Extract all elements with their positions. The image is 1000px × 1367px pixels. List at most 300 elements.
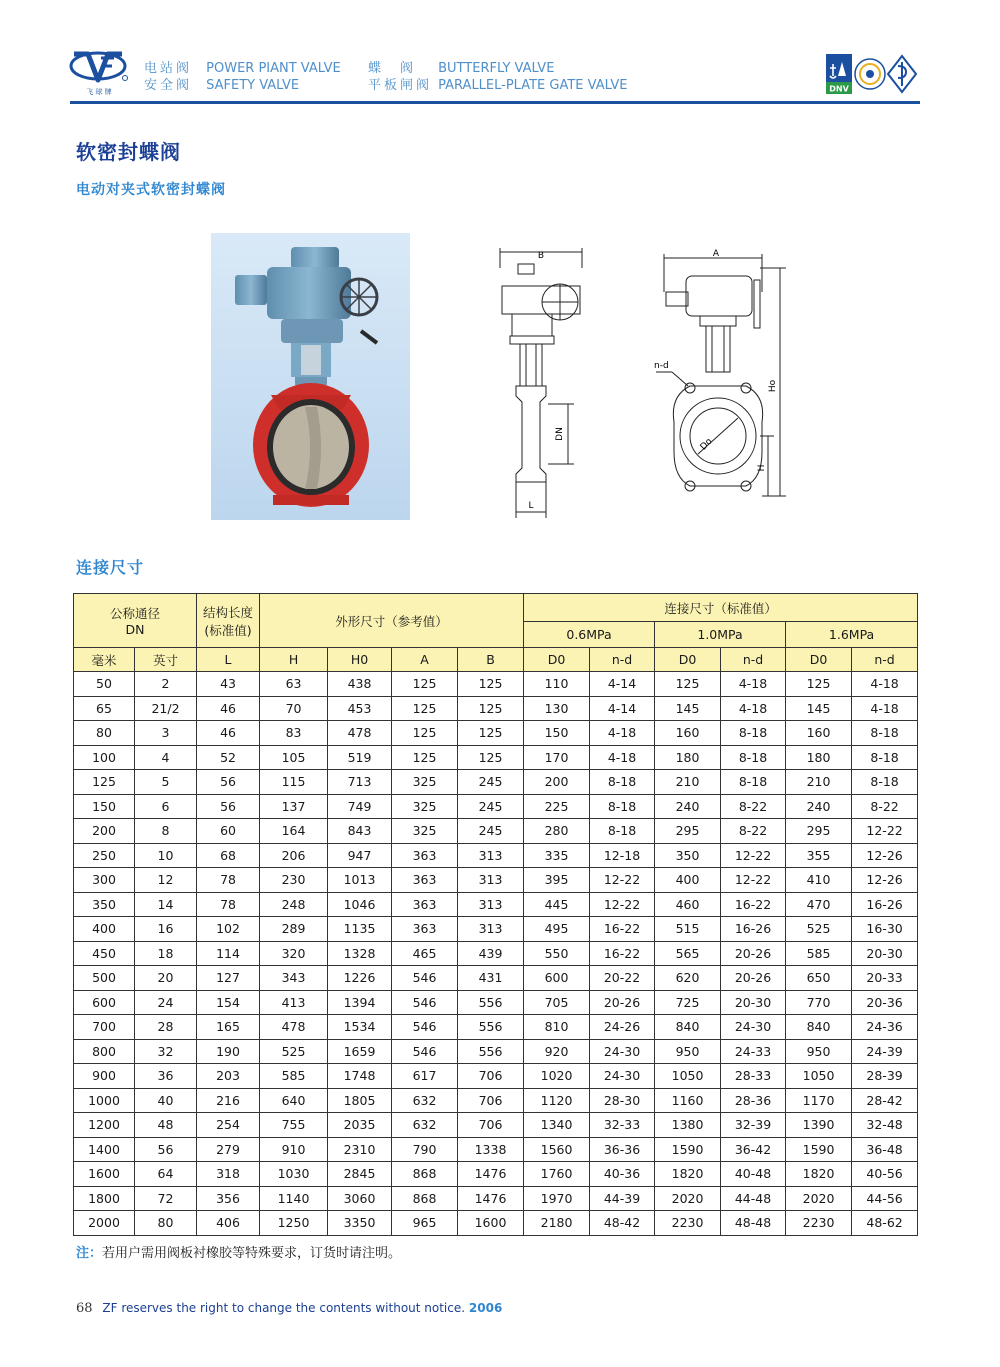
table-cell: 279 — [197, 1137, 260, 1162]
table-cell: 363 — [392, 892, 458, 917]
table-cell: 1970 — [524, 1186, 590, 1211]
dim-label-a: A — [712, 249, 720, 259]
table-cell: 4-18 — [852, 672, 918, 697]
table-cell: 8-18 — [852, 745, 918, 770]
table-cell: 2180 — [524, 1211, 590, 1236]
product-cn: 蝶 阀 — [368, 61, 417, 76]
dim-label-ho: Ho — [768, 379, 778, 393]
table-subheader-row — [74, 648, 918, 672]
table-cell: 350 — [74, 892, 135, 917]
table-cell: 125 — [392, 696, 458, 721]
dim-label-l: L — [528, 501, 534, 511]
table-cell: 1140 — [260, 1186, 328, 1211]
table-cell: 32-39 — [721, 1113, 786, 1138]
table-cell: 63 — [260, 672, 328, 697]
table-cell: 78 — [197, 892, 260, 917]
table-cell: 250 — [74, 843, 135, 868]
table-cell: 1476 — [458, 1162, 524, 1187]
table-row — [74, 819, 918, 844]
table-cell: 48-42 — [590, 1211, 655, 1236]
dim-label-nd: n-d — [654, 361, 669, 371]
table-cell: 617 — [392, 1064, 458, 1089]
table-cell: 125 — [458, 721, 524, 746]
table-cell: 1226 — [328, 966, 392, 991]
table-cell: 556 — [458, 1039, 524, 1064]
subheader-cell: 英寸 — [135, 648, 197, 672]
table-cell: 24-30 — [721, 1015, 786, 1040]
table-cell: 8-22 — [721, 794, 786, 819]
table-cell: 200 — [524, 770, 590, 795]
table-cell: 80 — [74, 721, 135, 746]
table-cell: 240 — [786, 794, 852, 819]
table-cell: 406 — [197, 1211, 260, 1236]
table-cell: 770 — [786, 990, 852, 1015]
table-cell: 439 — [458, 941, 524, 966]
table-cell: 24-36 — [852, 1015, 918, 1040]
table-row — [74, 672, 918, 697]
table-cell: 600 — [524, 966, 590, 991]
table-cell: 20-30 — [852, 941, 918, 966]
table-cell: 24-33 — [721, 1039, 786, 1064]
table-cell: 1200 — [74, 1113, 135, 1138]
table-cell: 200 — [74, 819, 135, 844]
table-row — [74, 990, 918, 1015]
table-cell: 868 — [392, 1186, 458, 1211]
table-cell: 150 — [524, 721, 590, 746]
table-cell: 438 — [328, 672, 392, 697]
brand-logo — [68, 44, 130, 96]
table-cell: 28-30 — [590, 1088, 655, 1113]
table-cell: 1659 — [328, 1039, 392, 1064]
table-cell: 16-22 — [590, 917, 655, 942]
table-cell: 1338 — [458, 1137, 524, 1162]
table-cell: 1560 — [524, 1137, 590, 1162]
table-cell: 32 — [135, 1039, 197, 1064]
table-cell: 110 — [524, 672, 590, 697]
api-cert-icon — [888, 56, 916, 92]
table-cell: 44-48 — [721, 1186, 786, 1211]
table-cell: 1160 — [655, 1088, 721, 1113]
table-cell: 125 — [392, 721, 458, 746]
table-cell: 706 — [458, 1113, 524, 1138]
table-cell: 160 — [655, 721, 721, 746]
header-product-line — [368, 77, 628, 94]
table-cell: 32-48 — [852, 1113, 918, 1138]
table-cell: 36-36 — [590, 1137, 655, 1162]
subheader-cell: D0 — [786, 648, 852, 672]
table-cell: 1400 — [74, 1137, 135, 1162]
table-cell: 868 — [392, 1162, 458, 1187]
table-cell: 20-22 — [590, 966, 655, 991]
table-cell: 245 — [458, 819, 524, 844]
table-cell: 8 — [135, 819, 197, 844]
table-cell: 650 — [786, 966, 852, 991]
table-cell: 72 — [135, 1186, 197, 1211]
table-cell: 295 — [655, 819, 721, 844]
table-cell: 65 — [74, 696, 135, 721]
table-cell: 125 — [74, 770, 135, 795]
table-cell: 48 — [135, 1113, 197, 1138]
table-row — [74, 1211, 918, 1236]
table-cell: 431 — [458, 966, 524, 991]
table-cell: 6 — [135, 794, 197, 819]
table-cell: 500 — [74, 966, 135, 991]
table-cell: 12-26 — [852, 843, 918, 868]
table-cell: 4-18 — [721, 696, 786, 721]
subheader-cell: B — [458, 648, 524, 672]
table-cell: 28-33 — [721, 1064, 786, 1089]
table-cell: 130 — [524, 696, 590, 721]
table-cell: 230 — [260, 868, 328, 893]
table-cell: 640 — [260, 1088, 328, 1113]
table-cell: 12-22 — [852, 819, 918, 844]
table-cell: 2230 — [655, 1211, 721, 1236]
table-cell: 525 — [786, 917, 852, 942]
table-cell: 102 — [197, 917, 260, 942]
subheader-cell: H — [260, 648, 328, 672]
table-cell: 900 — [74, 1064, 135, 1089]
table-cell: 8-18 — [590, 794, 655, 819]
table-cell: 8-22 — [852, 794, 918, 819]
table-cell: 356 — [197, 1186, 260, 1211]
table-cell: 203 — [197, 1064, 260, 1089]
table-cell: 478 — [328, 721, 392, 746]
table-cell: 840 — [655, 1015, 721, 1040]
table-cell: 1340 — [524, 1113, 590, 1138]
table-cell: 16-22 — [721, 892, 786, 917]
table-cell: 28 — [135, 1015, 197, 1040]
subheader-cell: n-d — [721, 648, 786, 672]
table-cell: 16-22 — [590, 941, 655, 966]
table-row — [74, 1039, 918, 1064]
table-cell: 170 — [524, 745, 590, 770]
table-cell: 1390 — [786, 1113, 852, 1138]
table-cell: 12-22 — [590, 892, 655, 917]
product-photo — [211, 233, 410, 520]
table-cell: 180 — [655, 745, 721, 770]
table-cell: 1590 — [786, 1137, 852, 1162]
table-cell: 8-18 — [590, 770, 655, 795]
table-cell: 556 — [458, 990, 524, 1015]
table-cell: 1600 — [458, 1211, 524, 1236]
table-cell: 16-26 — [721, 917, 786, 942]
table-cell: 36-42 — [721, 1137, 786, 1162]
table-cell: 40-36 — [590, 1162, 655, 1187]
table-cell: 60 — [197, 819, 260, 844]
table-cell: 413 — [260, 990, 328, 1015]
table-cell: 125 — [392, 672, 458, 697]
table-cell: 445 — [524, 892, 590, 917]
page-title: 软密封蝶阀 — [76, 140, 181, 164]
table-cell: 2035 — [328, 1113, 392, 1138]
table-cell: 965 — [392, 1211, 458, 1236]
table-cell: 125 — [392, 745, 458, 770]
table-row — [74, 1137, 918, 1162]
header-product-line — [144, 60, 341, 77]
page-footer — [76, 1301, 502, 1316]
table-cell: 950 — [786, 1039, 852, 1064]
header-products-col2 — [368, 60, 628, 94]
table-row — [74, 843, 918, 868]
table-cell: 465 — [392, 941, 458, 966]
table-cell: 56 — [197, 794, 260, 819]
table-cell: 40-56 — [852, 1162, 918, 1187]
table-cell: 2845 — [328, 1162, 392, 1187]
table-cell: 14 — [135, 892, 197, 917]
table-cell: 546 — [392, 990, 458, 1015]
table-cell: 632 — [392, 1113, 458, 1138]
table-cell: 600 — [74, 990, 135, 1015]
table-cell: 20-26 — [590, 990, 655, 1015]
table-row — [74, 868, 918, 893]
product-cn: 电站阀 — [144, 61, 193, 76]
table-cell: 300 — [74, 868, 135, 893]
table-cell: 28-42 — [852, 1088, 918, 1113]
table-cell: 4-18 — [590, 745, 655, 770]
table-cell: 313 — [458, 892, 524, 917]
table-cell: 313 — [458, 843, 524, 868]
table-cell: 28-36 — [721, 1088, 786, 1113]
table-cell: 78 — [197, 868, 260, 893]
table-cell: 910 — [260, 1137, 328, 1162]
table-cell: 1030 — [260, 1162, 328, 1187]
header-outline: 外形尺寸（参考值） — [260, 594, 524, 648]
table-cell: 10 — [135, 843, 197, 868]
table-row — [74, 1186, 918, 1211]
table-cell: 43 — [197, 672, 260, 697]
table-cell: 325 — [392, 770, 458, 795]
table-cell: 40 — [135, 1088, 197, 1113]
table-cell: 725 — [655, 990, 721, 1015]
product-en: POWER PIANT VALVE — [206, 61, 341, 76]
header-pressure: 1.6MPa — [786, 622, 918, 648]
brand-name: 飞 球 牌 — [86, 88, 112, 96]
table-cell: 125 — [458, 745, 524, 770]
table-cell: 1800 — [74, 1186, 135, 1211]
table-row — [74, 1088, 918, 1113]
table-cell: 546 — [392, 1015, 458, 1040]
subheader-cell: n-d — [852, 648, 918, 672]
table-cell: 48-48 — [721, 1211, 786, 1236]
table-cell: 450 — [74, 941, 135, 966]
table-cell: 16-26 — [852, 892, 918, 917]
table-cell: 254 — [197, 1113, 260, 1138]
product-en: BUTTERFLY VALVE — [438, 61, 555, 76]
table-cell: 295 — [786, 819, 852, 844]
note-text: 若用户需用阀板衬橡胶等特殊要求，订货时请注明。 — [102, 1246, 402, 1261]
table-cell: 556 — [458, 1015, 524, 1040]
table-cell: 1534 — [328, 1015, 392, 1040]
table-cell: 20-36 — [852, 990, 918, 1015]
header-product-line — [368, 60, 628, 77]
table-cell: 325 — [392, 794, 458, 819]
table-cell: 12-22 — [721, 843, 786, 868]
table-cell: 585 — [260, 1064, 328, 1089]
table-cell: 46 — [197, 721, 260, 746]
table-cell: 1748 — [328, 1064, 392, 1089]
table-cell: 28-39 — [852, 1064, 918, 1089]
table-cell: 355 — [786, 843, 852, 868]
table-cell: 2020 — [786, 1186, 852, 1211]
table-cell: 400 — [74, 917, 135, 942]
table-row — [74, 721, 918, 746]
footer-year: 2006 — [468, 1301, 503, 1315]
table-cell: 24-39 — [852, 1039, 918, 1064]
table-cell: 395 — [524, 868, 590, 893]
table-cell: 620 — [655, 966, 721, 991]
table-cell: 2310 — [328, 1137, 392, 1162]
table-row — [74, 1064, 918, 1089]
subheader-cell: D0 — [655, 648, 721, 672]
table-cell: 1050 — [786, 1064, 852, 1089]
table-cell: 16 — [135, 917, 197, 942]
header-nominal: 公称通径 DN — [74, 594, 197, 648]
dim-label-do: Do — [698, 436, 715, 453]
table-row — [74, 1162, 918, 1187]
table-cell: 52 — [197, 745, 260, 770]
table-cell: 810 — [524, 1015, 590, 1040]
table-cell: 1820 — [786, 1162, 852, 1187]
table-cell: 125 — [458, 672, 524, 697]
table-cell: 8-18 — [852, 770, 918, 795]
table-cell: 453 — [328, 696, 392, 721]
table-cell: 410 — [786, 868, 852, 893]
table-cell: 137 — [260, 794, 328, 819]
table-cell: 20 — [135, 966, 197, 991]
note-label: 注： — [76, 1246, 103, 1261]
seal-cert-icon — [855, 59, 885, 89]
table-cell: 245 — [458, 794, 524, 819]
table-cell: 2000 — [74, 1211, 135, 1236]
table-cell: 460 — [655, 892, 721, 917]
front-view-drawing — [650, 246, 790, 511]
table-row — [74, 696, 918, 721]
table-row — [74, 966, 918, 991]
table-cell: 125 — [655, 672, 721, 697]
dim-label-h: H — [757, 464, 767, 472]
table-cell: 24-30 — [590, 1039, 655, 1064]
table-cell: 180 — [786, 745, 852, 770]
table-cell: 114 — [197, 941, 260, 966]
table-cell: 950 — [655, 1039, 721, 1064]
table-cell: 20-30 — [721, 990, 786, 1015]
table-cell: 1020 — [524, 1064, 590, 1089]
table-cell: 115 — [260, 770, 328, 795]
table-cell: 1135 — [328, 917, 392, 942]
table-cell: 20-26 — [721, 966, 786, 991]
table-cell: 210 — [655, 770, 721, 795]
table-cell: 48-62 — [852, 1211, 918, 1236]
table-cell: 190 — [197, 1039, 260, 1064]
table-cell: 36 — [135, 1064, 197, 1089]
product-cn: 平板闸阀 — [368, 78, 433, 93]
table-cell: 44-39 — [590, 1186, 655, 1211]
table-cell: 68 — [197, 843, 260, 868]
subheader-cell: D0 — [524, 648, 590, 672]
table-cell: 8-22 — [721, 819, 786, 844]
dnv-cert-icon — [826, 54, 852, 94]
table-cell: 843 — [328, 819, 392, 844]
certification-marks — [824, 50, 920, 98]
table-cell: 12-18 — [590, 843, 655, 868]
table-cell: 32-33 — [590, 1113, 655, 1138]
section-title: 连接尺寸 — [76, 558, 145, 577]
table-cell: 2020 — [655, 1186, 721, 1211]
table-cell: 8-18 — [721, 770, 786, 795]
page-header — [0, 0, 1000, 110]
subheader-cell: L — [197, 648, 260, 672]
table-cell: 21/2 — [135, 696, 197, 721]
table-cell: 36-48 — [852, 1137, 918, 1162]
table-cell: 1760 — [524, 1162, 590, 1187]
table-cell: 495 — [524, 917, 590, 942]
table-cell: 245 — [458, 770, 524, 795]
table-cell: 320 — [260, 941, 328, 966]
table-cell: 400 — [655, 868, 721, 893]
product-cn: 安全阀 — [144, 78, 193, 93]
table-cell: 12 — [135, 868, 197, 893]
dim-label-dn: DN — [555, 427, 565, 441]
table-row — [74, 1113, 918, 1138]
table-cell: 210 — [786, 770, 852, 795]
table-cell: 565 — [655, 941, 721, 966]
header-rule — [70, 101, 920, 104]
table-cell: 1170 — [786, 1088, 852, 1113]
table-cell: 165 — [197, 1015, 260, 1040]
table-cell: 1805 — [328, 1088, 392, 1113]
table-cell: 18 — [135, 941, 197, 966]
table-cell: 248 — [260, 892, 328, 917]
table-row — [74, 770, 918, 795]
table-cell: 64 — [135, 1162, 197, 1187]
table-cell: 478 — [260, 1015, 328, 1040]
table-cell: 335 — [524, 843, 590, 868]
table-cell: 706 — [458, 1088, 524, 1113]
table-cell: 700 — [74, 1015, 135, 1040]
table-cell: 160 — [786, 721, 852, 746]
side-view-drawing — [490, 246, 592, 522]
table-cell: 125 — [458, 696, 524, 721]
table-cell: 105 — [260, 745, 328, 770]
table-cell: 225 — [524, 794, 590, 819]
table-cell: 289 — [260, 917, 328, 942]
table-cell: 3350 — [328, 1211, 392, 1236]
table-cell: 20-33 — [852, 966, 918, 991]
table-cell: 515 — [655, 917, 721, 942]
product-en: SAFETY VALVE — [206, 78, 300, 93]
table-cell: 706 — [458, 1064, 524, 1089]
table-cell: 40-48 — [721, 1162, 786, 1187]
table-cell: 525 — [260, 1039, 328, 1064]
table-cell: 755 — [260, 1113, 328, 1138]
table-cell: 8-18 — [590, 819, 655, 844]
table-cell: 749 — [328, 794, 392, 819]
table-cell: 12-22 — [590, 868, 655, 893]
table-cell: 363 — [392, 843, 458, 868]
table-cell: 363 — [392, 868, 458, 893]
header-length: 结构长度 (标准值) — [197, 594, 260, 648]
table-cell: 800 — [74, 1039, 135, 1064]
table-cell: 56 — [135, 1137, 197, 1162]
table-cell: 470 — [786, 892, 852, 917]
table-cell: 1476 — [458, 1186, 524, 1211]
table-cell: 1120 — [524, 1088, 590, 1113]
table-cell: 550 — [524, 941, 590, 966]
table-cell: 4-14 — [590, 672, 655, 697]
table-cell: 920 — [524, 1039, 590, 1064]
table-cell: 5 — [135, 770, 197, 795]
table-cell: 83 — [260, 721, 328, 746]
